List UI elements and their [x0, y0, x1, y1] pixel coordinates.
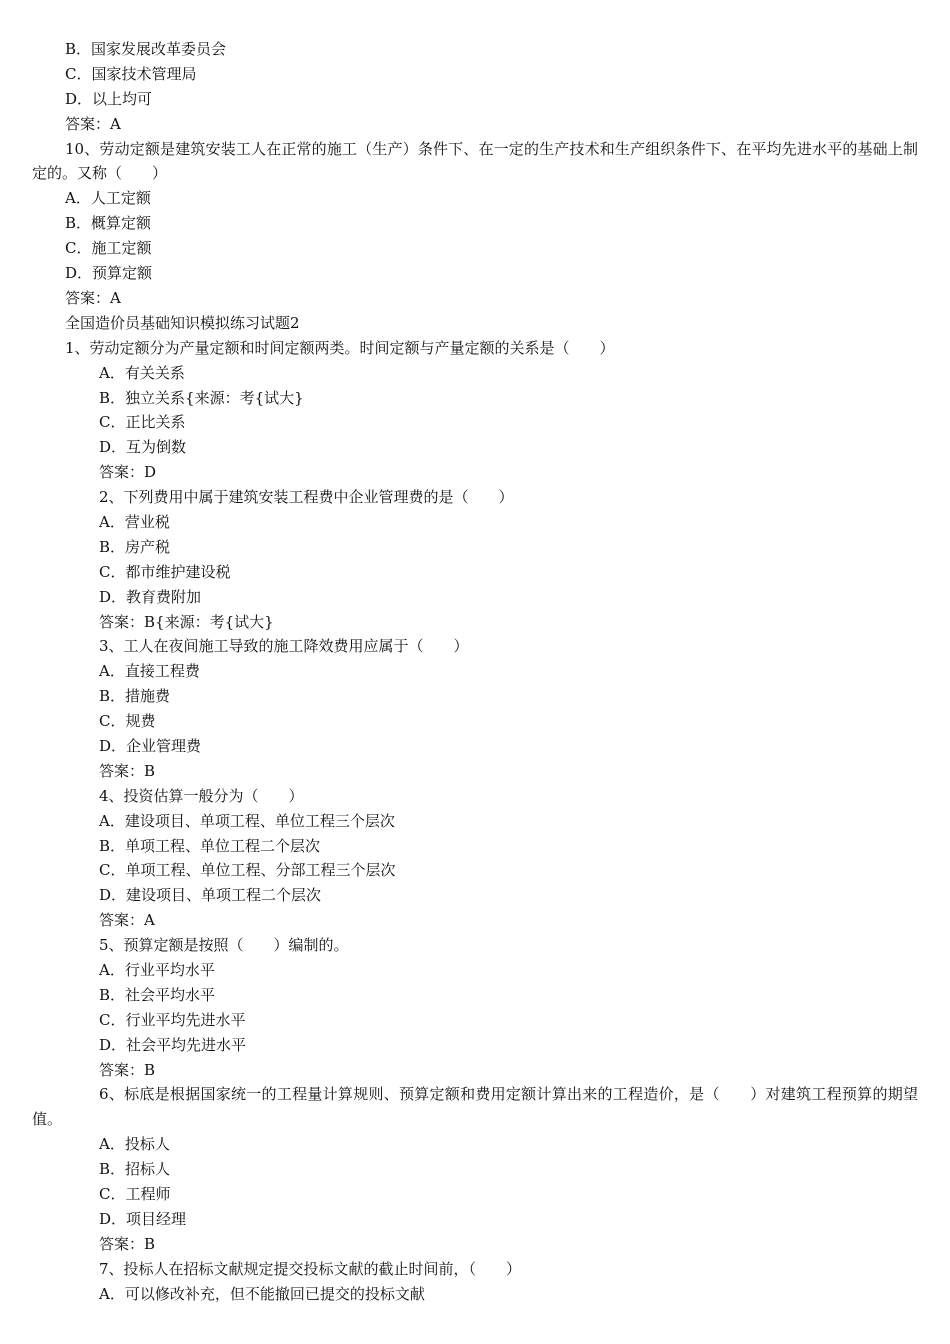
answer: 答案：A [65, 288, 121, 307]
option: D．社会平均先进水平 [99, 1035, 247, 1054]
question-10: 10、劳动定额是建筑安装工人在正常的施工（生产）条件下、在一定的生产技术和生产组织条件下、在平均先进水平的基础上制定的。又称（ ） [32, 139, 918, 183]
option: B．房产税 [99, 537, 171, 556]
option: D．互为倒数 [99, 438, 187, 457]
option: A．建设项目、单项工程、单位工程三个层次 [99, 811, 395, 830]
option: A．行业平均水平 [99, 960, 215, 979]
option: A．可以修改补充，但不能撤回已提交的投标文献 [99, 1284, 425, 1303]
option: C．正比关系 [99, 413, 186, 432]
option: B．单项工程、单位工程二个层次 [99, 836, 321, 855]
option: B．独立关系{来源：考{试大} [99, 388, 304, 407]
answer: 答案：A [65, 114, 121, 133]
option: B．概算定额 [65, 214, 152, 233]
question-3: 3、工人在夜间施工导致的施工降效费用应属于（ ） [99, 637, 469, 656]
answer: 答案：D [99, 463, 157, 482]
option: C．规费 [99, 712, 156, 731]
option: D．教育费附加 [99, 587, 202, 606]
option: A．人工定额 [65, 189, 151, 208]
answer: 答案：B [99, 761, 156, 780]
answer: 答案：B [99, 1234, 156, 1253]
option: C．行业平均先进水平 [99, 1010, 246, 1029]
option: D．以上均可 [65, 89, 153, 108]
option: B．社会平均水平 [99, 985, 216, 1004]
question-7: 7、投标人在招标文献规定提交投标文献的截止时间前，（ ） [99, 1259, 522, 1278]
question-2: 2、下列费用中属于建筑安装工程费中企业管理费的是（ ） [99, 488, 514, 507]
document-body [32, 37, 918, 1306]
answer: 答案：A [99, 911, 155, 930]
option: A．有关关系 [99, 363, 185, 382]
answer: 答案：B [99, 1060, 156, 1079]
question-6: 6、标底是根据国家统一的工程量计算规则、预算定额和费用定额计算出来的工程造价，是（ ）对建筑工程预算的期望值。 [32, 1085, 918, 1129]
option: D．项目经理 [99, 1209, 187, 1228]
option: D．企业管理费 [99, 736, 202, 755]
question-5: 5、预算定额是按照（ ）编制的。 [99, 936, 349, 955]
option: D．建设项目、单项工程二个层次 [99, 886, 322, 905]
question-4: 4、投资估算一般分为（ ） [99, 786, 304, 805]
option: B．国家发展改革委员会 [65, 40, 227, 58]
answer: 答案：B{来源：考{试大} [99, 612, 274, 631]
option: A．直接工程费 [99, 662, 200, 681]
option: A．投标人 [99, 1135, 170, 1154]
option: B．招标人 [99, 1160, 171, 1179]
option: C．施工定额 [65, 239, 152, 258]
section-title: 全国造价员基础知识模拟练习试题2 [65, 313, 300, 332]
question-1: 1、劳动定额分为产量定额和时间定额两类。时间定额与产量定额的关系是（ ） [65, 338, 615, 357]
option: B．措施费 [99, 687, 171, 706]
option: C．工程师 [99, 1185, 171, 1204]
option: C．国家技术管理局 [65, 64, 197, 83]
option: C．单项工程、单位工程、分部工程三个层次 [99, 861, 396, 880]
option: C．都市维护建设税 [99, 562, 231, 581]
option: A．营业税 [99, 512, 170, 531]
option: D．预算定额 [65, 264, 153, 283]
